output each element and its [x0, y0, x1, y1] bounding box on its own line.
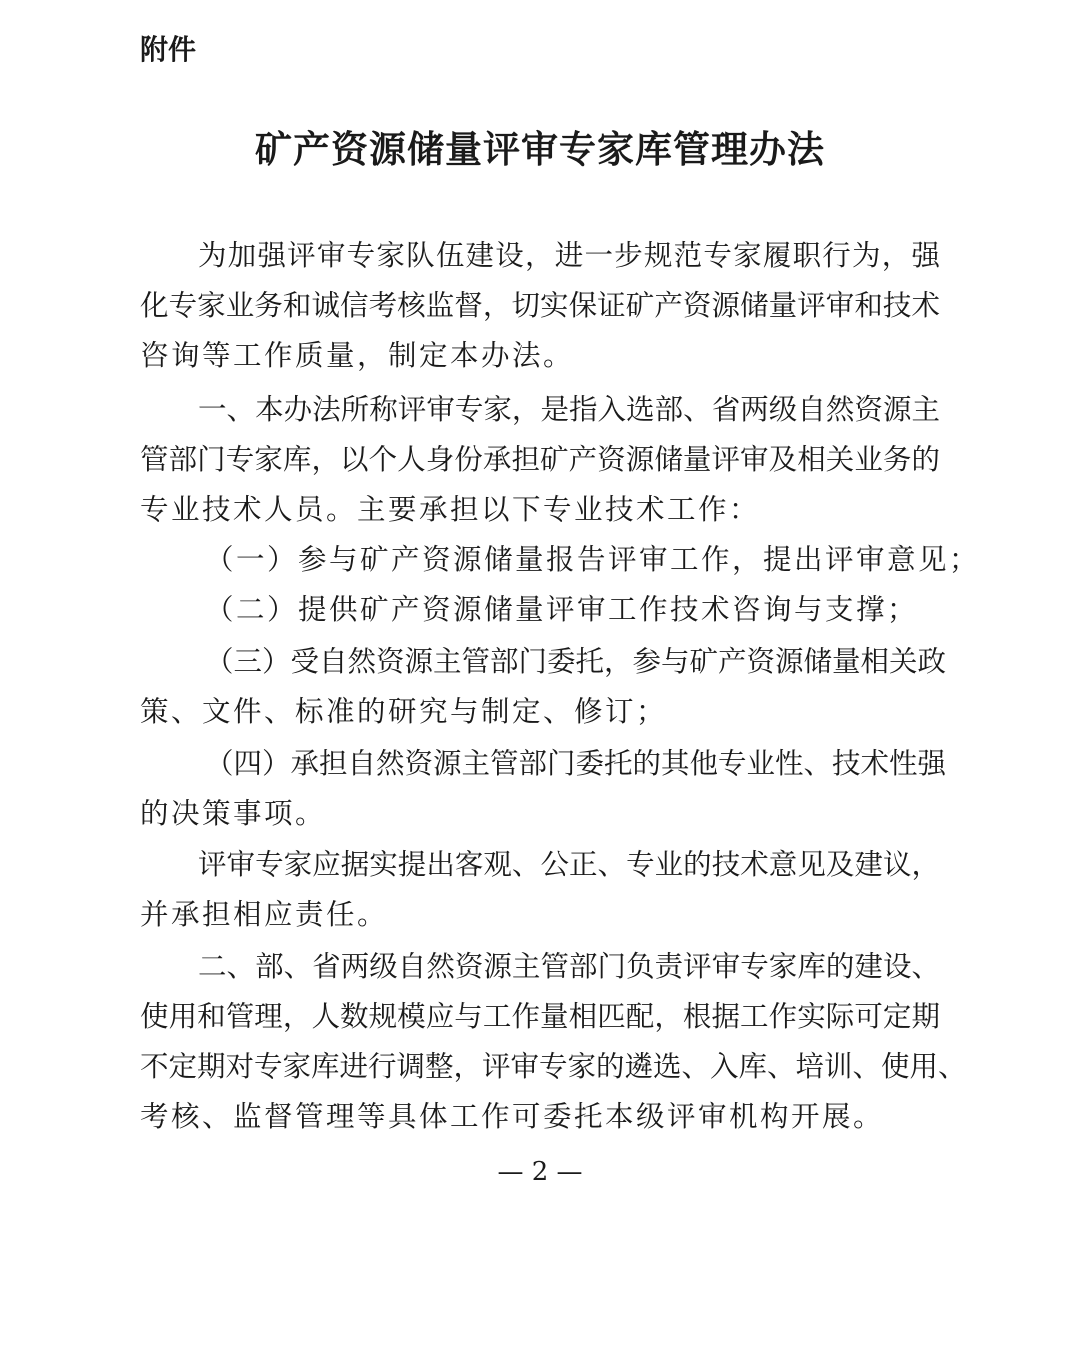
body-line: （二）提供矿产资源储量评审工作技术咨询与支撑； [205, 593, 919, 626]
body-line: 二、部、省两级自然资源主管部门负责评审专家库的建设、 [198, 950, 940, 983]
body-line: 不定期对专家库进行调整，评审专家的遴选、入库、培训、使用、 [140, 1050, 967, 1083]
body-line: 化专家业务和诚信考核监督，切实保证矿产资源储量评审和技术 [140, 289, 940, 322]
body-line: 一、本办法所称评审专家，是指入选部、省两级自然资源主 [198, 393, 940, 426]
body-line: 考核、监督管理等具体工作可委托本级评审机构开展。 [140, 1100, 885, 1133]
body-line: 并承担相应责任。 [140, 898, 389, 931]
attachment-label: 附件 [140, 33, 197, 66]
body-line: 咨询等工作质量，制定本办法。 [140, 339, 575, 372]
body-line: 的决策事项。 [140, 797, 327, 830]
body-line: 为加强评审专家队伍建设，进一步规范专家履职行为，强 [198, 239, 940, 272]
body-line: 使用和管理，人数规模应与工作量相匹配，根据工作实际可定期 [140, 1000, 940, 1033]
body-line: 评审专家应据实提出客观、公正、专业的技术意见及建议， [198, 848, 940, 881]
body-line: （三）受自然资源主管部门委托，参与矿产资源储量相关政 [205, 645, 947, 678]
page-number: — 2 — [497, 1157, 583, 1187]
body-line: 管部门专家库，以个人身份承担矿产资源储量评审及相关业务的 [140, 443, 940, 476]
body-line: 策、文件、标准的研究与制定、修订； [140, 695, 668, 728]
body-line: 专业技术人员。主要承担以下专业技术工作： [140, 493, 761, 526]
body-line: （四）承担自然资源主管部门委托的其他专业性、技术性强 [205, 747, 947, 780]
document-title: 矿产资源储量评审专家库管理办法 [255, 128, 825, 171]
body-line: （一）参与矿产资源储量报告评审工作，提出评审意见； [205, 543, 981, 576]
